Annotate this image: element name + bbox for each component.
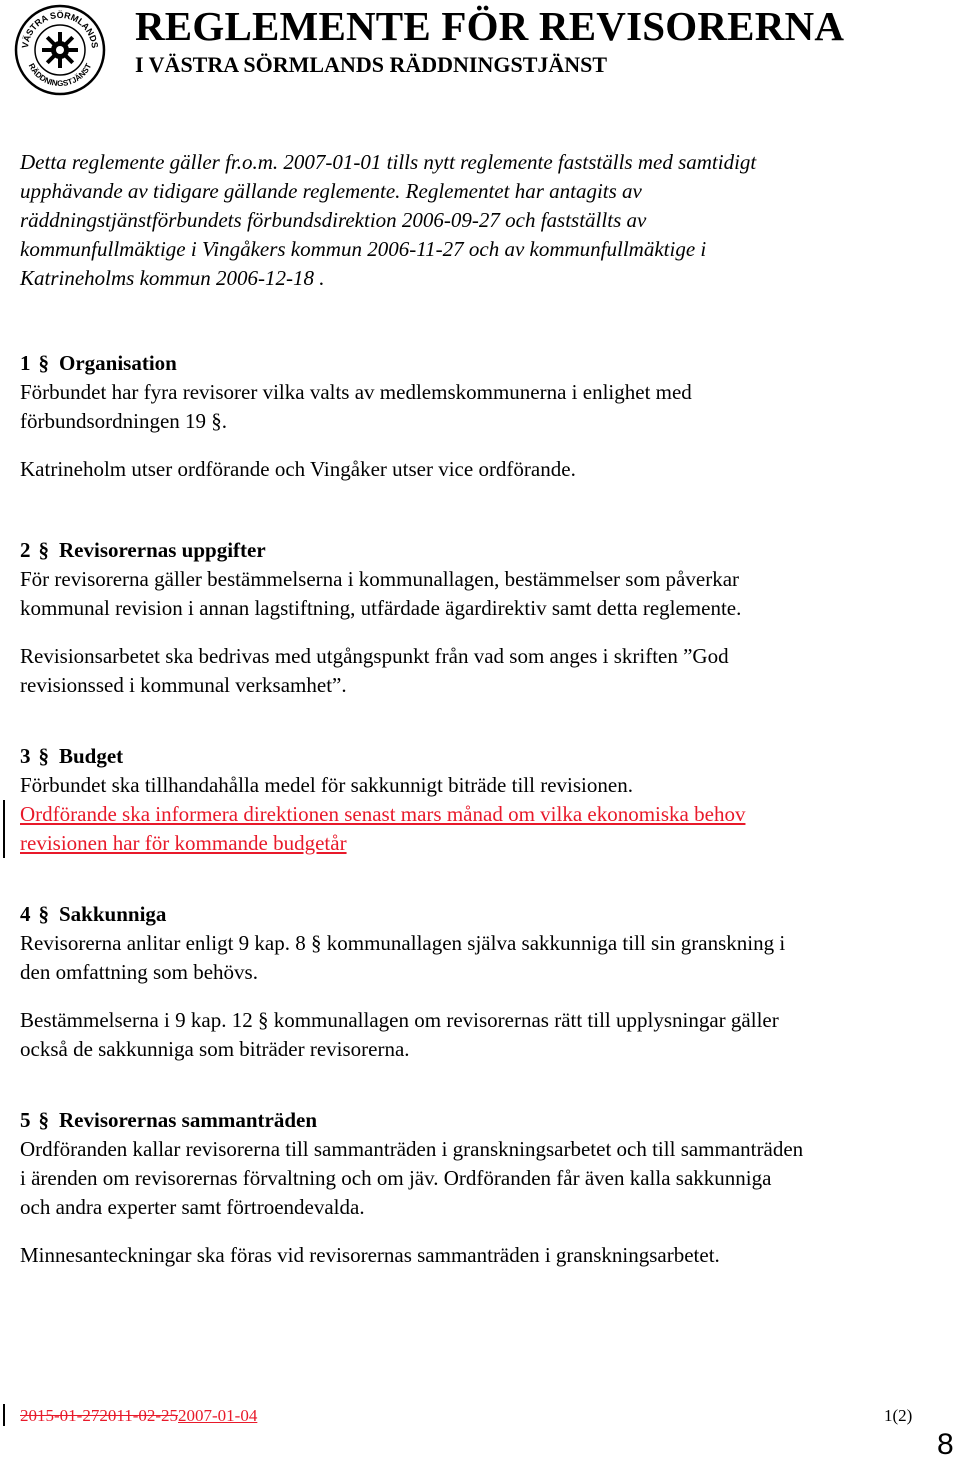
section-title: Sakkunniga [59, 902, 167, 926]
section-heading [20, 1106, 940, 1135]
section-number: 5 [20, 1108, 31, 1132]
paragraph-sign: § [38, 744, 49, 768]
section-title: Organisation [59, 351, 177, 375]
section-number: 2 [20, 538, 31, 562]
logo-text-top: VÄSTRA SÖRMLANDS [19, 9, 101, 49]
revised-text: Ordförande ska informera direktionen senast mars månad om vilka ekonomiska behov [20, 802, 746, 826]
footer-current-date: 2007-01-04 [178, 1406, 258, 1425]
intro-line: räddningstjänstförbundets förbundsdirektion 2006-09-27 och fastställts av [20, 208, 647, 232]
paragraph-sign: § [38, 351, 49, 375]
section-title: Budget [59, 744, 124, 768]
section-title: Revisorernas uppgifter [59, 538, 266, 562]
section-text: och andra experter samt förtroendevalda. [20, 1195, 365, 1219]
section-sakkunniga [20, 900, 940, 1064]
document-subtitle: I VÄSTRA SÖRMLANDS RÄDDNINGSTJÄNST [135, 52, 608, 77]
section-text: kommunal revision i annan lagstiftning, utfärdade ägardirektiv samt detta reglemente. [20, 596, 742, 620]
section-text: Revisionsarbetet ska bedrivas med utgångspunkt från vad som anges i skriften ”God [20, 644, 729, 668]
revised-text: revisionen har för kommande budgetår [20, 831, 347, 855]
intro-line: Detta reglemente gäller fr.o.m. 2007-01-01 tills nytt reglemente fastställs med samtidigt [20, 150, 757, 174]
section-text: Katrineholm utser ordförande och Vingåker utser vice ordförande. [20, 457, 576, 481]
section-heading [20, 536, 940, 565]
footer-page-of: 1(2) [884, 1406, 913, 1425]
section-text: Minnesanteckningar ska föras vid revisorernas sammanträden i granskningsarbetet. [20, 1243, 720, 1267]
section-revisorernas-sammantraden [20, 1106, 940, 1270]
section-text: den omfattning som behövs. [20, 960, 258, 984]
paragraph-sign: § [38, 538, 49, 562]
intro-line: Katrineholms kommun 2006-12-18 . [20, 266, 325, 290]
section-revisorernas-uppgifter [20, 536, 940, 700]
section-text: i ärenden om revisorernas förvaltning och om jäv. Ordföranden får även kalla sakkunniga [20, 1166, 772, 1190]
intro-line: upphävande av tidigare gällande reglemente. Reglementet har antagits av [20, 179, 642, 203]
section-heading [20, 900, 940, 929]
section-text: också de sakkunniga som biträder revisorerna. [20, 1037, 410, 1061]
section-organisation [20, 349, 940, 484]
section-text-revised [20, 800, 940, 829]
section-text-revised [20, 829, 940, 858]
section-text: revisionssed i kommunal verksamhet”. [20, 673, 347, 697]
page-number: 8 [937, 1428, 954, 1461]
section-number: 1 [20, 351, 31, 375]
footer-revision-dates [20, 1406, 257, 1426]
section-text: Bestämmelserna i 9 kap. 12 § kommunallagen om revisorernas rätt till upplysningar gäller [20, 1008, 779, 1032]
section-number: 3 [20, 744, 31, 768]
section-title: Revisorernas sammanträden [59, 1108, 318, 1132]
section-text: Förbundet ska tillhandahålla medel för sakkunnigt biträde till revisionen. [20, 773, 633, 797]
section-text: Förbundet har fyra revisorer vilka valts av medlemskommunerna i enlighet med [20, 380, 692, 404]
section-text: förbundsordningen 19 §. [20, 409, 228, 433]
footer-change-bar [3, 1404, 5, 1426]
organization-logo [14, 4, 106, 96]
intro-paragraph [20, 148, 940, 293]
change-bar [3, 800, 5, 858]
section-heading [20, 349, 940, 378]
footer-struck-dates: 2015-01-272011-02-25 [20, 1406, 179, 1425]
paragraph-sign: § [38, 1108, 49, 1132]
paragraph-sign: § [38, 902, 49, 926]
section-text: För revisorerna gäller bestämmelserna i kommunallagen, bestämmelser som påverkar [20, 567, 740, 591]
intro-line: kommunfullmäktige i Vingåkers kommun 2006-11-27 och av kommunfullmäktige i [20, 237, 707, 261]
section-text: Ordföranden kallar revisorerna till sammanträden i granskningsarbetet och till sammanträden [20, 1137, 804, 1161]
section-number: 4 [20, 902, 31, 926]
logo-text-bottom: RÄDDNINGSTJÄNST [26, 61, 94, 89]
document-title: REGLEMENTE FÖR REVISORERNA [135, 3, 845, 49]
section-text: Revisorerna anlitar enligt 9 kap. 8 § kommunallagen själva sakkunniga till sin granskning i [20, 931, 786, 955]
section-heading [20, 742, 940, 771]
section-budget [20, 742, 940, 858]
